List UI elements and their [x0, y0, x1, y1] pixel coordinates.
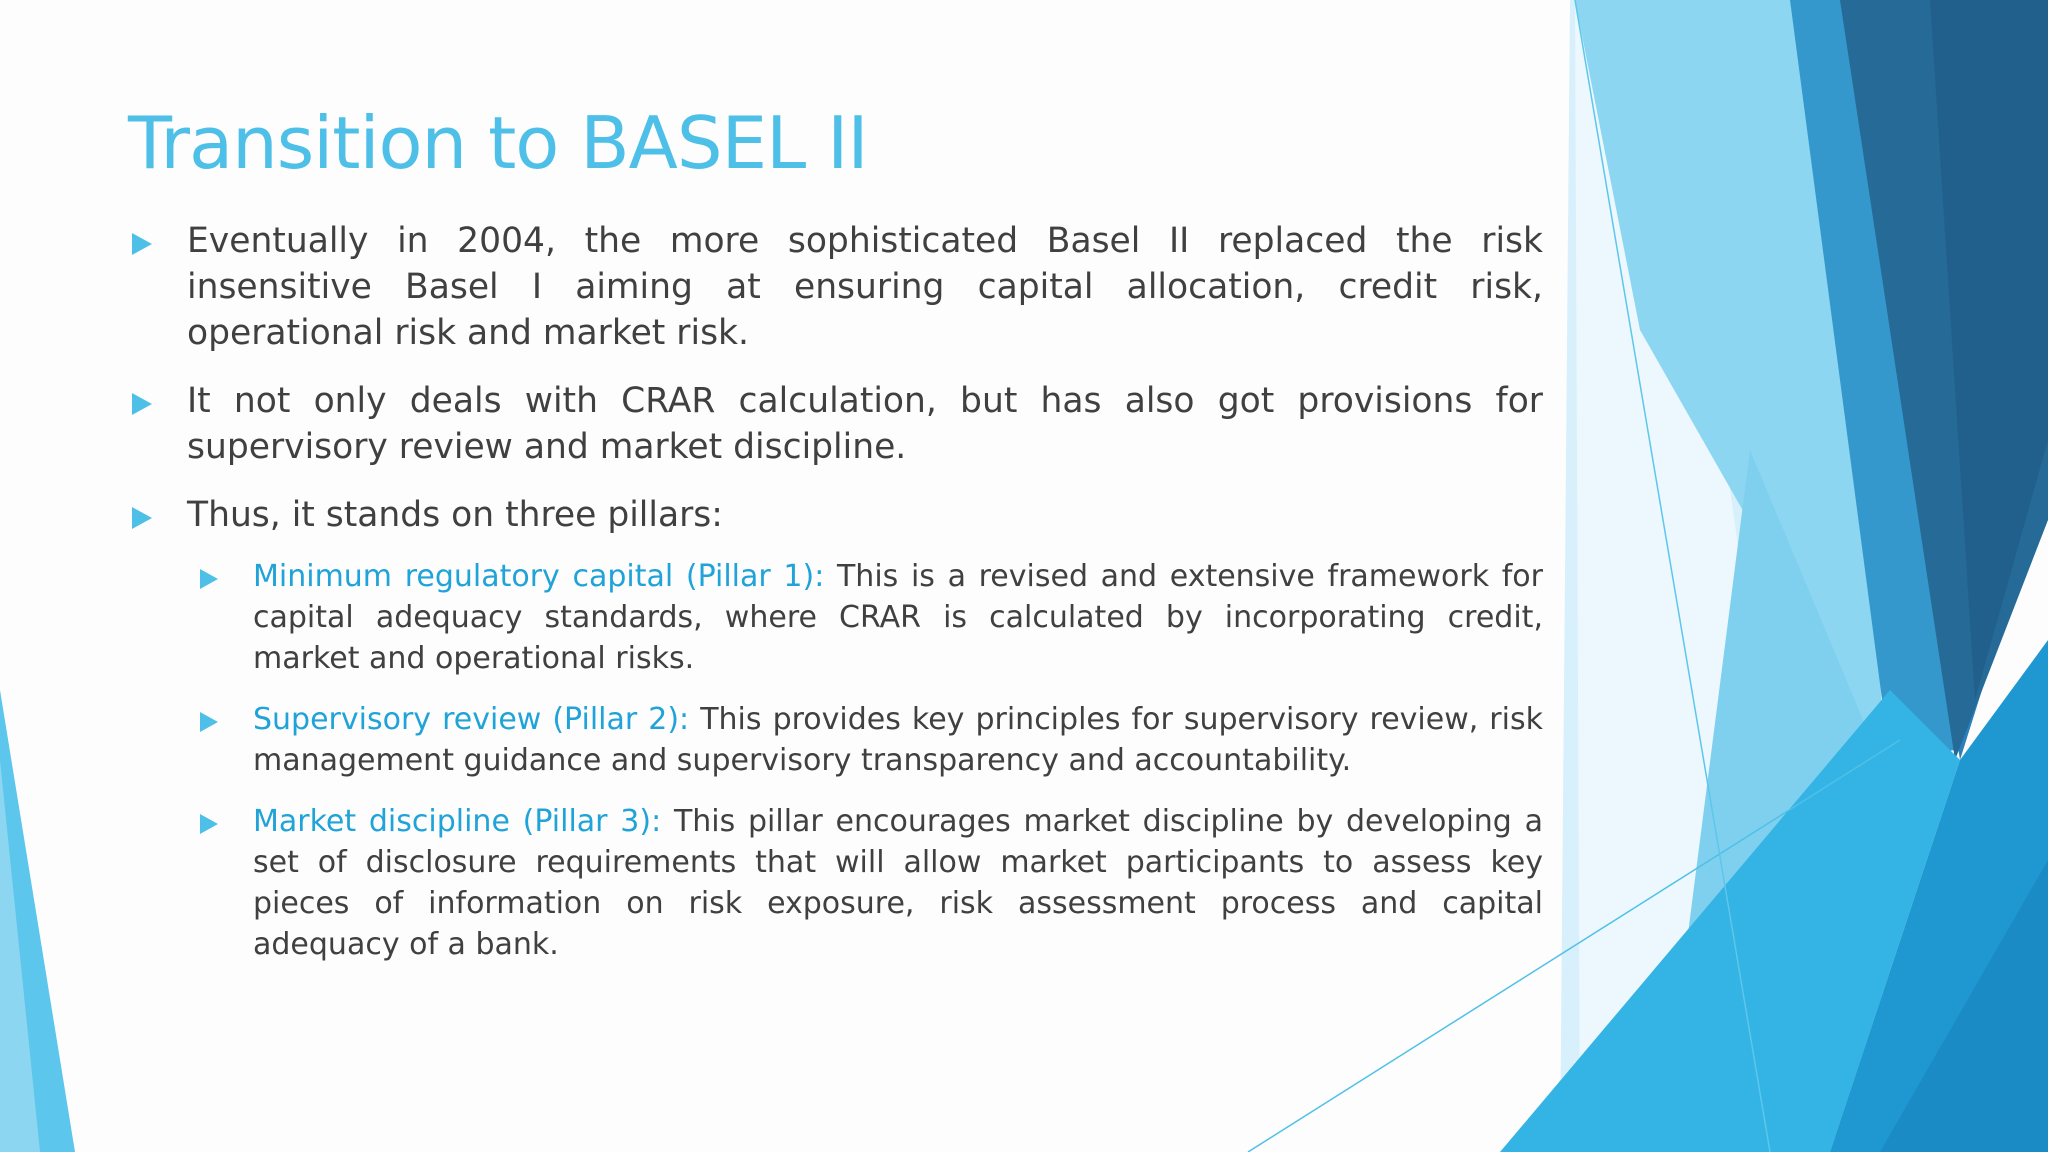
- bullet-text: Eventually in 2004, the more sophisticated Basel II replaced the risk insensitive Basel I aiming at ensuring capital allocation, credit risk, operational risk and market risk.: [187, 221, 1543, 353]
- slide-title: Transition to BASEL II: [128, 101, 868, 185]
- triangle-bullet-icon: [132, 507, 152, 529]
- pillar-text: This provides key principles for supervisory review, risk management guidance and supervisory transparency and accountability.: [253, 702, 1543, 778]
- bullet-item: [128, 492, 1543, 538]
- bullet-item: [128, 218, 1543, 356]
- triangle-bullet-icon: [200, 569, 218, 589]
- pillar-lead: Minimum regulatory capital (Pillar 1):: [253, 559, 825, 594]
- triangle-bullet-icon: [132, 393, 152, 415]
- pillar-lead: Market discipline (Pillar 3):: [253, 804, 662, 839]
- bullet-item: [128, 378, 1543, 470]
- bullet-text: It not only deals with CRAR calculation, but has also got provisions for supervisory review and market discipline.: [187, 381, 1543, 467]
- triangle-bullet-icon: [132, 233, 152, 255]
- pillar-text: This is a revised and extensive framework for capital adequacy standards, where CRAR is calculated by incorporating credit, market and operational risks.: [253, 559, 1543, 676]
- triangle-bullet-icon: [200, 712, 218, 732]
- pillar-lead: Supervisory review (Pillar 2):: [253, 702, 690, 737]
- pillar-item: [194, 699, 1543, 781]
- pillar-item: [194, 556, 1543, 679]
- pillar-text: This pillar encourages market discipline by developing a set of disclosure requirements that will allow market participants to assess key pieces of information on risk exposure, risk assessment process and capital adequacy of a bank.: [253, 804, 1543, 962]
- pillar-item: [194, 801, 1543, 965]
- bullet-text: Thus, it stands on three pillars:: [187, 495, 723, 535]
- slide-body: [128, 218, 1543, 985]
- triangle-bullet-icon: [200, 814, 218, 834]
